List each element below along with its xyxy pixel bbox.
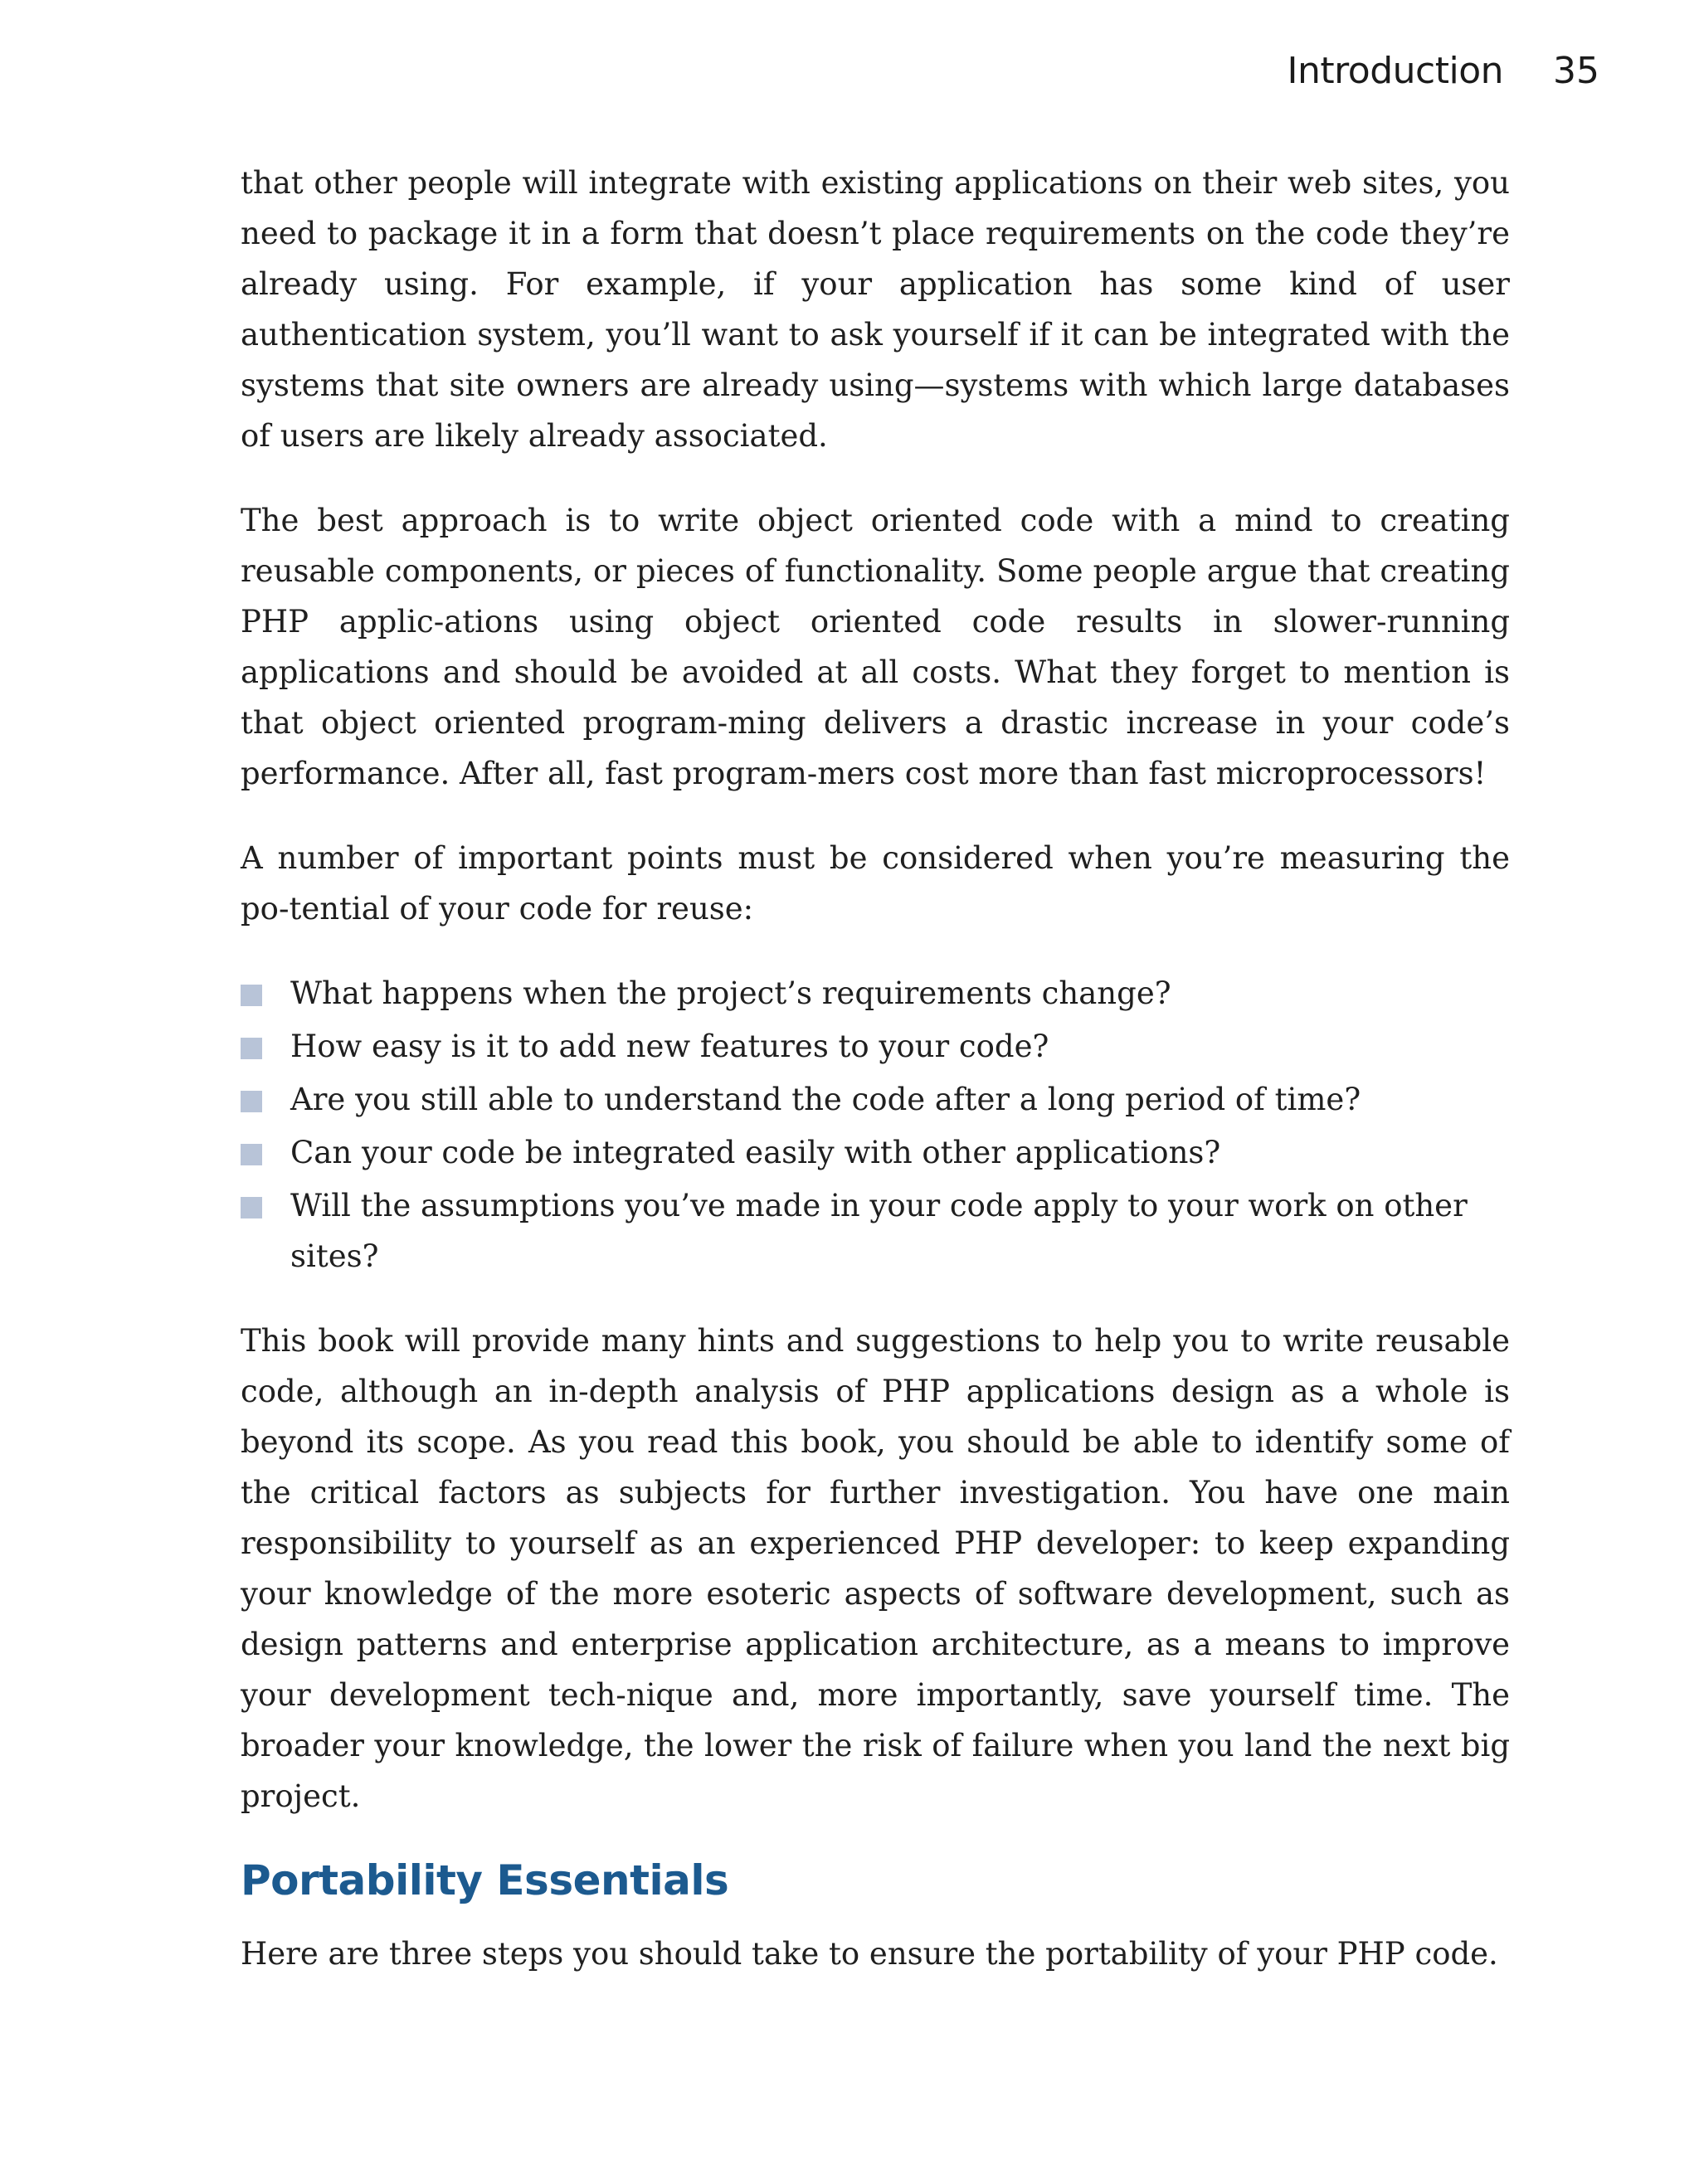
paragraph-section-intro: Here are three steps you should take to ensure the portability of your PHP code.: [241, 1936, 1498, 1972]
paragraph-best-approach: The best approach is to write object oriented code with a mind to creating reusable components, or pieces of functionality. Some people argue that creating PHP applic-ations using object oriented code results in slower-running applications and should be avoided at all costs. What they forget to mention is that object oriented program-ming delivers a drastic increase in your code’s performance. After all, fast program-mers cost more than fast microprocessors!: [241, 503, 1510, 791]
reuse-questions-list: [241, 968, 1510, 1282]
paragraph-reuse-intro: A number of important points must be considered when you’re measuring the po-tential of your code for reuse:: [241, 840, 1510, 927]
list-item: [241, 1074, 1510, 1125]
square-bullet-icon: [241, 985, 262, 1006]
list-item: [241, 1180, 1510, 1282]
paragraph-continuation: that other people will integrate with existing applications on their web sites, you need to package it in a form that doesn’t place requirements on the code they’re already using. For example, if your application has some kind of user authentication system, you’ll want to ask yourself if it can be integrated with the systems that site owners are already using—systems with which large databases of users are likely already associated.: [241, 165, 1510, 454]
square-bullet-icon: [241, 1091, 262, 1112]
list-item-text: Are you still able to understand the code after a long period of time?: [290, 1082, 1361, 1117]
list-item: [241, 1021, 1510, 1072]
square-bullet-icon: [241, 1197, 262, 1218]
list-item: [241, 1127, 1510, 1178]
list-item: [241, 968, 1510, 1019]
page-number: 35: [1553, 50, 1599, 92]
square-bullet-icon: [241, 1144, 262, 1165]
list-item-text: Can your code be integrated easily with other applications?: [290, 1135, 1221, 1170]
running-head: [1288, 50, 1599, 92]
list-item-text: Will the assumptions you’ve made in your code apply to your work on other sites?: [290, 1188, 1468, 1274]
section-heading: Portability Essentials: [241, 1856, 729, 1904]
page-body: [241, 158, 1510, 2013]
paragraph-book-hints: This book will provide many hints and suggestions to help you to write reusable code, although an in-depth analysis of PHP applications design as a whole is beyond its scope. As you read this book, you should be able to identify some of the critical factors as subjects for further investigation. You have one main responsibility to yourself as an experienced PHP developer: to keep expanding your knowledge of the more esoteric aspects of software development, such as design patterns and enterprise application architecture, as a means to improve your development tech-nique and, more importantly, save yourself time. The broader your knowledge, the lower the risk of failure when you land the next big project.: [241, 1323, 1510, 1814]
list-item-text: How easy is it to add new features to your code?: [290, 1029, 1049, 1064]
list-item-text: What happens when the project’s requirements change?: [290, 975, 1171, 1011]
running-head-section: Introduction: [1287, 50, 1503, 92]
square-bullet-icon: [241, 1038, 262, 1059]
